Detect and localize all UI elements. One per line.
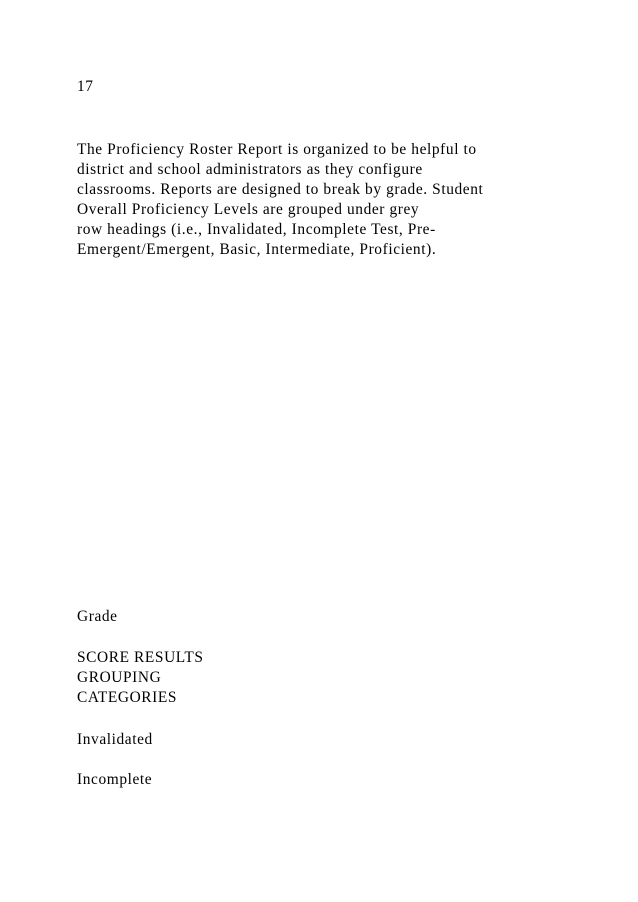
heading-line: CATEGORIES [77,689,178,706]
paragraph-line: row headings (i.e., Invalidated, Incomplete Test, Pre- [77,221,436,238]
heading-line: SCORE RESULTS [77,649,204,666]
grade-label: Grade [77,608,118,625]
heading-line: GROUPING [77,669,162,686]
invalidated-label: Invalidated [77,731,153,748]
paragraph-line: classrooms. Reports are designed to break by grade. Student [77,181,484,198]
paragraph-line: Emergent/Emergent, Basic, Intermediate, Proficient). [77,241,437,258]
incomplete-label: Incomplete [77,771,153,788]
paragraph-line: district and school administrators as they configure [77,161,423,178]
paragraph-line: Overall Proficiency Levels are grouped under grey [77,201,420,218]
paragraph-line: The Proficiency Roster Report is organized to be helpful to [77,141,477,158]
page-number: 17 [77,78,94,95]
